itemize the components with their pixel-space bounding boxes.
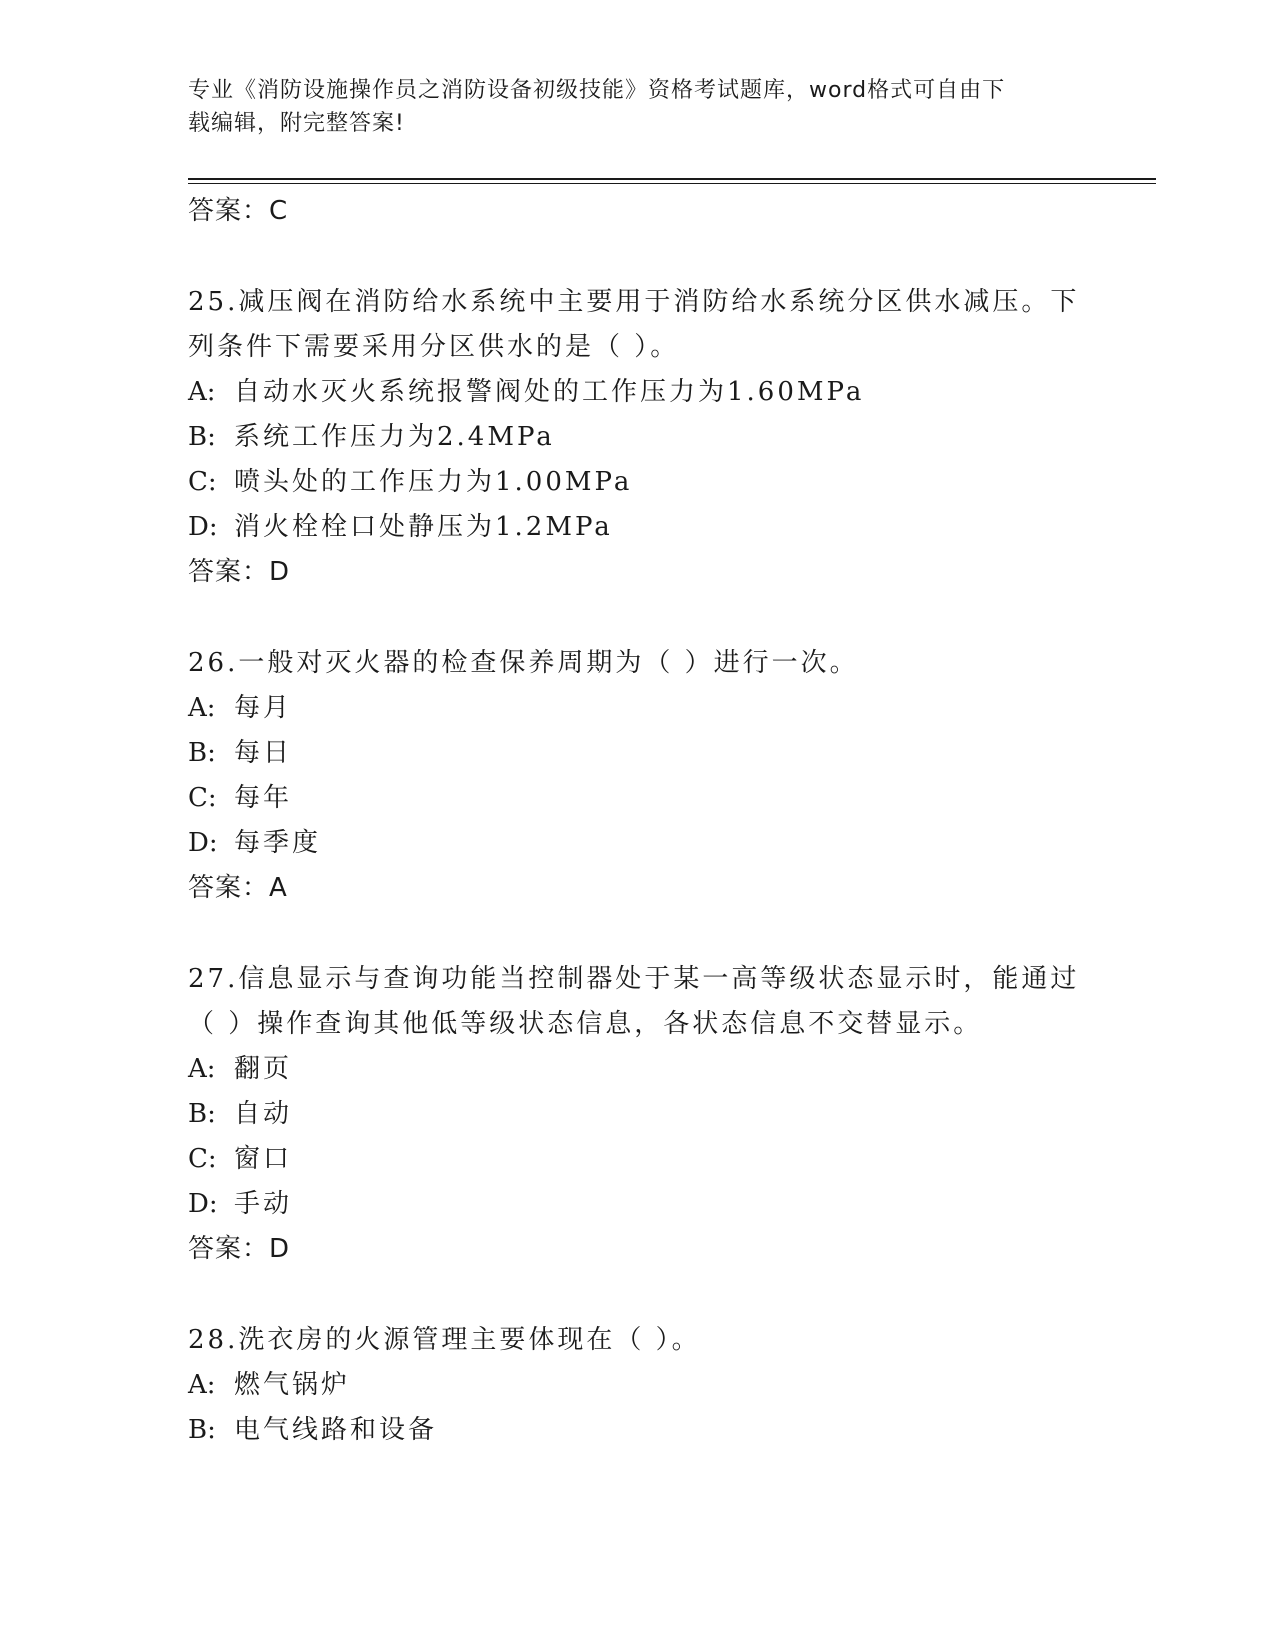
option-text: 每日 (234, 738, 293, 768)
option-text: 喷头处的工作压力为1.00MPa (234, 467, 633, 497)
option-letter: B: (188, 738, 216, 768)
option-letter: D: (188, 1189, 218, 1219)
option-text: 消火栓栓口处静压为1.2MPa (234, 512, 613, 542)
question-stem-line: 25.减压阀在消防给水系统中主要用于消防给水系统分区供水减压。下 (188, 287, 1080, 317)
option-a (188, 1047, 1088, 1092)
header-divider-thin (188, 183, 1156, 184)
header-line-2: 载编辑，附完整答案! (188, 111, 405, 136)
option-text: 窗口 (234, 1144, 293, 1174)
option-letter: B: (188, 1415, 216, 1445)
option-text: 每季度 (234, 828, 322, 858)
option-c (188, 460, 1088, 505)
document-header (188, 74, 1068, 140)
question-stem-line: 27.信息显示与查询功能当控制器处于某一高等级状态显示时，能通过 (188, 964, 1080, 994)
question-stem-line: （ ）操作查询其他低等级状态信息，各状态信息不交替显示。 (188, 1009, 983, 1039)
option-letter: C: (188, 1144, 217, 1174)
option-text: 自动水灭火系统报警阀处的工作压力为1.60MPa (234, 377, 865, 407)
option-b (188, 1092, 1088, 1137)
option-text: 翻页 (234, 1054, 293, 1084)
option-text: 每年 (234, 783, 293, 813)
option-letter: D: (188, 512, 218, 542)
question-stem-line: 列条件下需要采用分区供水的是（ ）。 (188, 332, 680, 362)
option-letter: C: (188, 783, 217, 813)
option-text: 自动 (234, 1099, 293, 1129)
option-c (188, 1137, 1088, 1182)
option-letter: A: (188, 1370, 216, 1400)
option-letter: A: (188, 1054, 216, 1084)
option-text: 手动 (234, 1189, 293, 1219)
option-letter: C: (188, 467, 217, 497)
option-b (188, 731, 1088, 776)
header-line-1: 专业《消防设施操作员之消防设备初级技能》资格考试题库，word格式可自由下 (188, 78, 1006, 103)
question-25 (188, 280, 1088, 595)
option-a (188, 686, 1088, 731)
option-a (188, 1363, 1088, 1408)
question-26 (188, 641, 1088, 911)
option-a (188, 370, 1088, 415)
option-text: 系统工作压力为2.4MPa (234, 422, 555, 452)
option-text: 电气线路和设备 (234, 1415, 438, 1445)
option-letter: B: (188, 422, 216, 452)
answer-line: 答案：D (188, 557, 291, 587)
question-stem-line: 26.一般对灭火器的检查保养周期为（ ）进行一次。 (188, 648, 859, 678)
option-d (188, 1182, 1088, 1227)
header-divider-thick (188, 178, 1156, 180)
option-letter: A: (188, 377, 216, 407)
option-d (188, 821, 1088, 866)
option-d (188, 505, 1088, 550)
question-list (188, 189, 1088, 1453)
question-28 (188, 1318, 1088, 1453)
question-27 (188, 957, 1088, 1272)
option-b (188, 415, 1088, 460)
option-letter: A: (188, 693, 216, 723)
option-letter: D: (188, 828, 218, 858)
option-text: 燃气锅炉 (234, 1370, 351, 1400)
option-c (188, 776, 1088, 821)
answer-line: 答案：A (188, 873, 288, 903)
answer-line: 答案：D (188, 1234, 291, 1264)
option-text: 每月 (234, 693, 293, 723)
previous-answer: 答案：C (188, 196, 289, 226)
option-letter: B: (188, 1099, 216, 1129)
option-b (188, 1408, 1088, 1453)
question-stem-line: 28.洗衣房的火源管理主要体现在（ ）。 (188, 1325, 701, 1355)
